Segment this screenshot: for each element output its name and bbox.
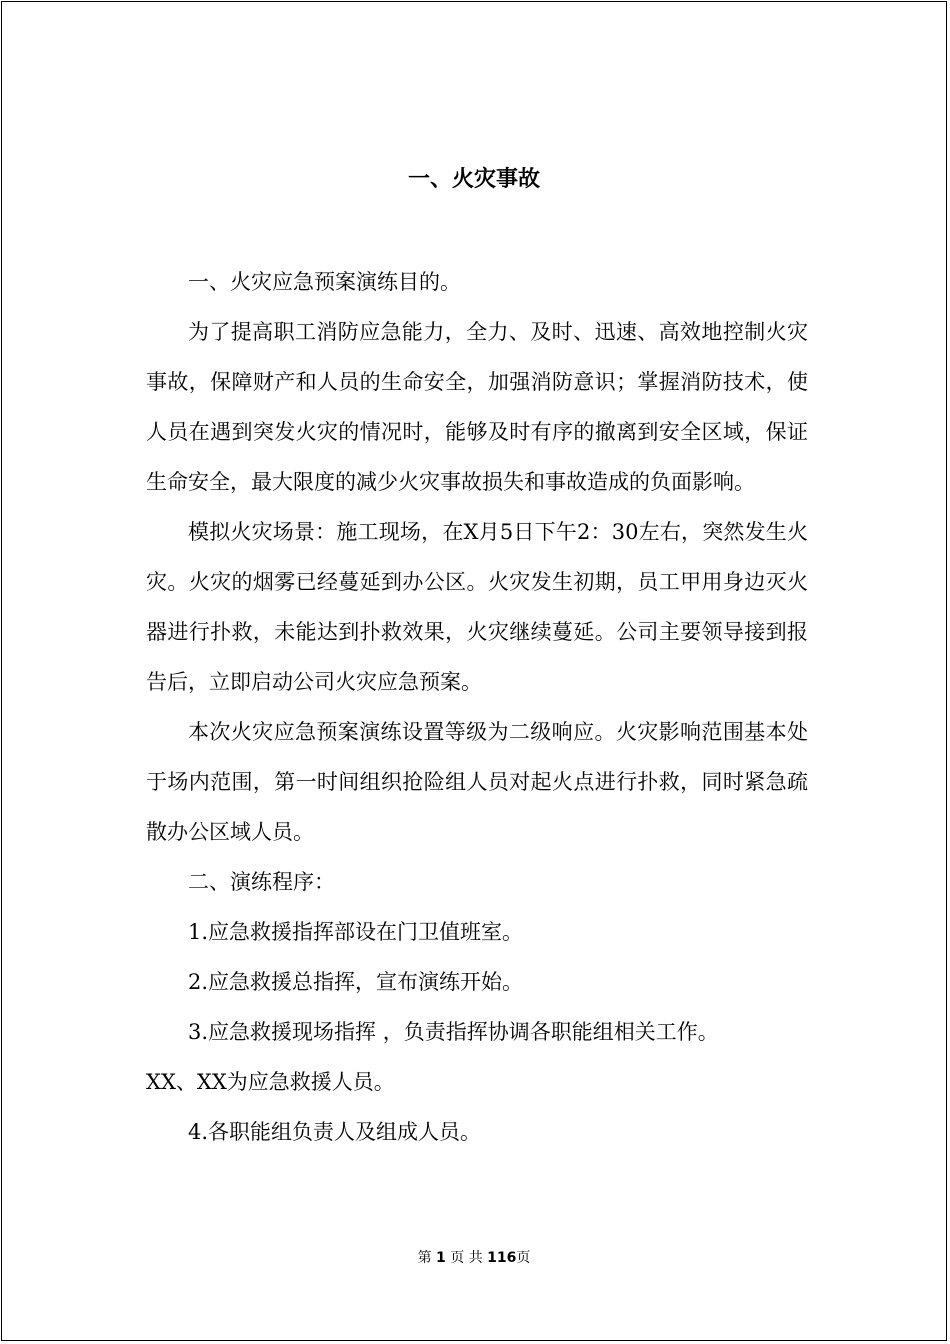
- document-body: [146, 257, 808, 1157]
- section-heading-purpose: 一、火灾应急预案演练目的。: [188, 270, 461, 294]
- document-page: [1, 1, 947, 1341]
- footer-middle: 页 共: [450, 1250, 483, 1266]
- procedure-item-1: 1.应急救援指挥部设在门卫值班室。: [188, 920, 524, 944]
- paragraph-response-level: 本次火灾应急预案演练设置等级为二级响应。火灾影响范围基本处于场内范围，第一时间组织抢险组人员对起火点进行扑救，同时紧急疏散办公区域人员。: [146, 720, 808, 844]
- page-footer: [2, 1248, 946, 1268]
- footer-total-pages: 116: [487, 1250, 517, 1266]
- procedure-item-2: 2.应急救援总指挥，宣布演练开始。: [188, 970, 524, 994]
- footer-suffix: 页: [516, 1250, 531, 1266]
- document-title: 一、火灾事故: [407, 167, 540, 192]
- paragraph-purpose: 为了提高职工消防应急能力，全力、及时、迅速、高效地控制火灾事故，保障财产和人员的生命安全，加强消防意识；掌握消防技术，使人员在遇到突发火灾的情况时，能够及时有序的撤离到安全区域，保证生命安全，最大限度的减少火灾事故损失和事故造成的负面影响。: [146, 320, 808, 494]
- paragraph-scenario: 模拟火灾场景：施工现场，在X月5日下午2：30左右，突然发生火灾。火灾的烟雾已经蔓延到办公区。火灾发生初期，员工甲用身边灭火器进行扑救，未能达到扑救效果，火灾继续蔓延。公司主要领导接到报告后，立即启动公司火灾应急预案。: [146, 520, 808, 694]
- procedure-item-3: 3.应急救援现场指挥 ，负责指挥协调各职能组相关工作。: [188, 1020, 719, 1044]
- section-heading-procedure: 二、演练程序：: [188, 870, 335, 894]
- procedure-item-3-continued: XX、XX为应急救援人员。: [146, 1070, 395, 1094]
- procedure-item-4: 4.各职能组负责人及组成人员。: [188, 1120, 482, 1144]
- footer-page-number: 1: [436, 1250, 446, 1266]
- footer-prefix: 第: [417, 1250, 432, 1266]
